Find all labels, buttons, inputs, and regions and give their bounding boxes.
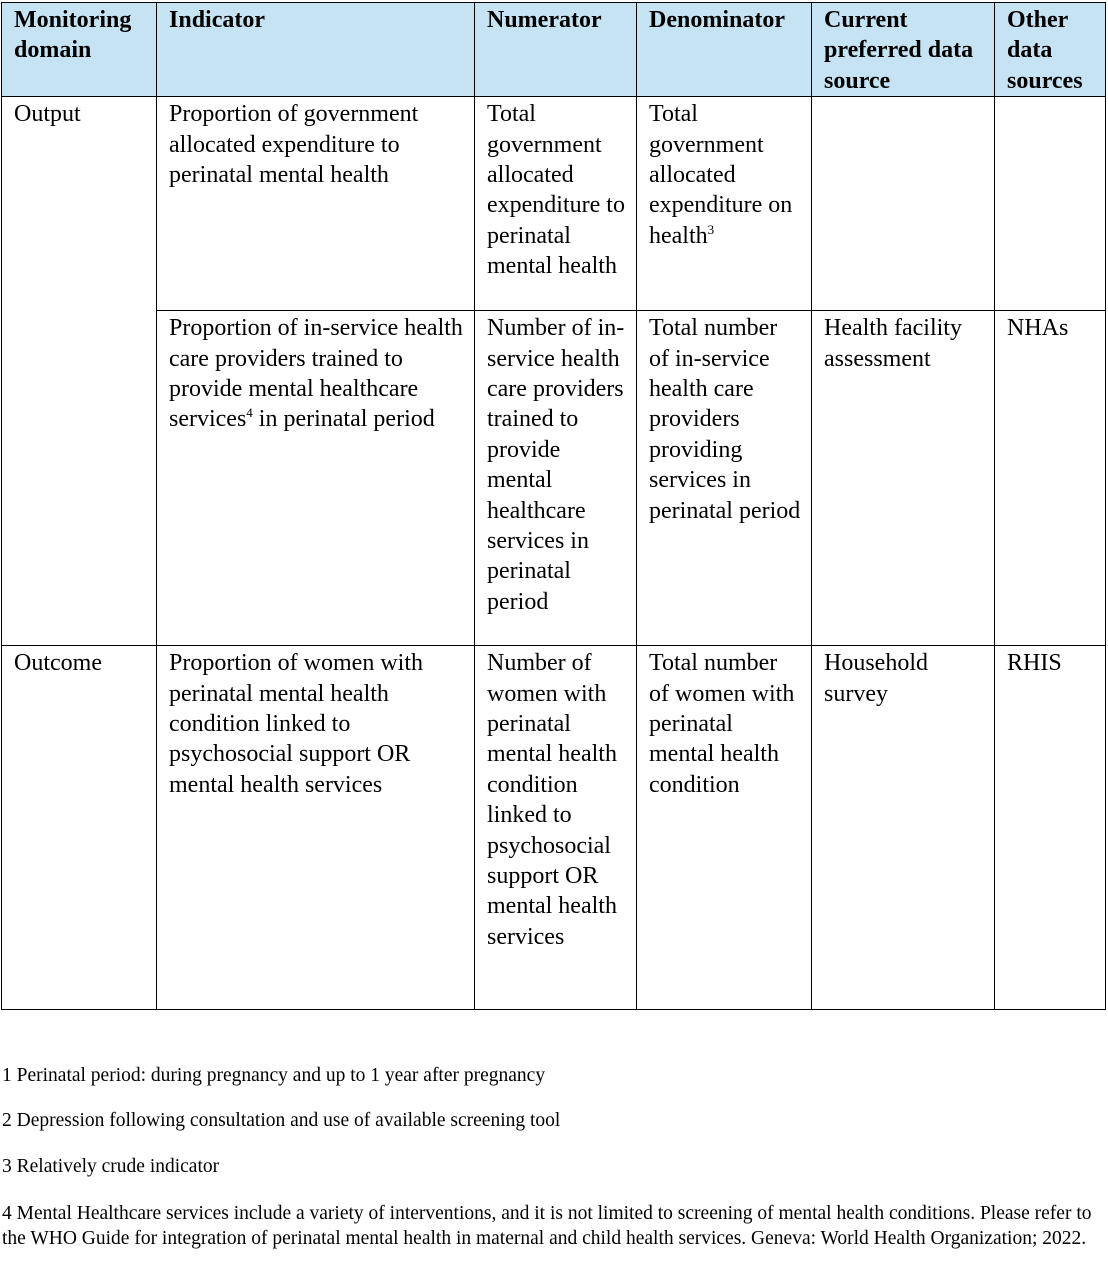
header-denominator: Denominator bbox=[637, 3, 812, 97]
preferred-source-cell: Household survey bbox=[812, 646, 995, 1010]
indicator-text: Proportion of in-service health care providers trained to provide mental healthcare services bbox=[169, 315, 463, 433]
numerator-cell: Number of women with perinatal mental health condition linked to psychosocial support OR mental health services bbox=[475, 646, 637, 1010]
other-sources-cell: NHAs bbox=[995, 311, 1106, 646]
domain-cell: Output bbox=[2, 97, 157, 311]
footnote-ref: 3 bbox=[707, 221, 715, 237]
table-row bbox=[2, 97, 1106, 311]
domain-cell bbox=[2, 311, 157, 646]
indicator-cell: Proportion of government allocated expenditure to perinatal mental health bbox=[157, 97, 475, 311]
domain-cell: Outcome bbox=[2, 646, 157, 1010]
denominator-cell: Total number of in-service health care providers providing services in perinatal period bbox=[637, 311, 812, 646]
footnote-ref: 4 bbox=[246, 405, 253, 421]
indicator-cell: Proportion of women with perinatal mental health condition linked to psychosocial support OR mental health services bbox=[157, 646, 475, 1010]
footnote-1: 1 Perinatal period: during pregnancy and up to 1 year after pregnancy bbox=[2, 1065, 546, 1086]
header-row bbox=[2, 3, 1106, 97]
preferred-source-cell bbox=[812, 97, 995, 311]
indicator-cell bbox=[157, 311, 475, 646]
table-row bbox=[2, 311, 1106, 646]
numerator-cell: Total government allocated expenditure to perinatal mental health bbox=[475, 97, 637, 311]
indicator-text-cont: in perinatal period bbox=[252, 406, 435, 433]
header-preferred-source: Current preferred data source bbox=[812, 3, 995, 97]
other-sources-cell: RHIS bbox=[995, 646, 1106, 1010]
preferred-source-cell: Health facility assessment bbox=[812, 311, 995, 646]
footnote-4: 4 Mental Healthcare services include a variety of interventions, and it is not limited to screening of mental health conditions. Please refer to the WHO Guide for integration of perinatal mental health in maternal and child health services. Geneva: World Health Organization; 2022. bbox=[2, 1203, 1092, 1249]
header-monitoring-domain: Monitoring domain bbox=[2, 3, 157, 97]
other-sources-cell bbox=[995, 97, 1106, 311]
denominator-cell: Total number of women with perinatal mental health condition bbox=[637, 646, 812, 1010]
header-numerator: Numerator bbox=[475, 3, 637, 97]
indicators-table bbox=[1, 2, 1106, 1010]
header-other-sources: Other data sources bbox=[995, 3, 1106, 97]
table-row bbox=[2, 646, 1106, 1010]
footnote-3: 3 Relatively crude indicator bbox=[2, 1156, 220, 1177]
header-indicator: Indicator bbox=[157, 3, 475, 97]
denominator-cell bbox=[637, 97, 812, 311]
denominator-text: Total government allocated expenditure on health bbox=[649, 101, 793, 249]
numerator-cell: Number of in-service health care providers trained to provide mental healthcare services in perinatal period bbox=[475, 311, 637, 646]
footnote-2: 2 Depression following consultation and use of available screening tool bbox=[2, 1110, 561, 1131]
